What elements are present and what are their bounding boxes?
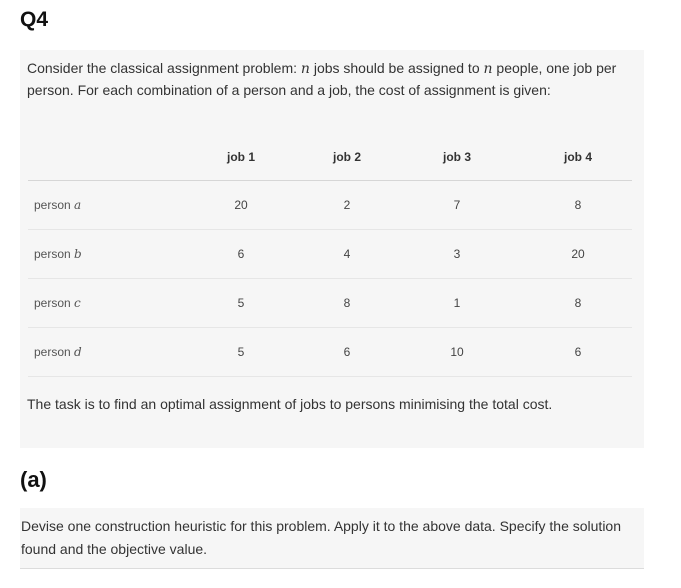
cost-cell: 10 xyxy=(390,328,524,377)
cost-cell: 8 xyxy=(304,279,390,328)
cost-cell: 6 xyxy=(178,230,304,279)
intro-text-2: jobs should be assigned to xyxy=(309,60,484,76)
intro-text-3: people, one job per person. For each combination of a person and a job, the cost of assignment is given: xyxy=(27,60,617,98)
header-job-3: job 3 xyxy=(390,134,524,181)
cost-table xyxy=(28,134,632,377)
intro-text-1: Consider the classical assignment problem: xyxy=(27,60,301,76)
problem-description xyxy=(27,58,637,101)
cost-cell: 1 xyxy=(390,279,524,328)
task-statement: The task is to find an optimal assignment of jobs to persons minimising the total cost. xyxy=(27,396,553,412)
row-label-person-a: person a xyxy=(28,181,178,230)
cost-cell: 7 xyxy=(390,181,524,230)
variable-n: n xyxy=(483,61,493,77)
table-row xyxy=(28,328,632,377)
cost-cell: 2 xyxy=(304,181,390,230)
part-a-panel xyxy=(20,508,644,569)
cost-cell: 8 xyxy=(524,279,632,328)
cost-cell: 6 xyxy=(304,328,390,377)
cost-cell: 4 xyxy=(304,230,390,279)
table-header-row xyxy=(28,134,632,181)
part-a-title: (a) xyxy=(20,467,47,492)
header-job-4: job 4 xyxy=(524,134,632,181)
table-row xyxy=(28,181,632,230)
part-a-text: Devise one construction heuristic for this problem. Apply it to the above data. Specify the solution found and the objective value. xyxy=(21,518,621,557)
row-label-person-c: person c xyxy=(28,279,178,328)
cost-cell: 5 xyxy=(178,328,304,377)
table-row xyxy=(28,230,632,279)
cost-cell: 8 xyxy=(524,181,632,230)
table-row xyxy=(28,279,632,328)
header-corner xyxy=(28,134,178,181)
header-job-1: job 1 xyxy=(178,134,304,181)
cost-cell: 3 xyxy=(390,230,524,279)
cost-cell: 6 xyxy=(524,328,632,377)
cost-cell: 5 xyxy=(178,279,304,328)
variable-n: n xyxy=(300,61,310,77)
row-label-person-b: person b xyxy=(28,230,178,279)
cost-cell: 20 xyxy=(524,230,632,279)
row-label-person-d: person d xyxy=(28,328,178,377)
question-title: Q4 xyxy=(20,8,49,31)
cost-cell: 20 xyxy=(178,181,304,230)
question-panel xyxy=(20,50,644,448)
header-job-2: job 2 xyxy=(304,134,390,181)
